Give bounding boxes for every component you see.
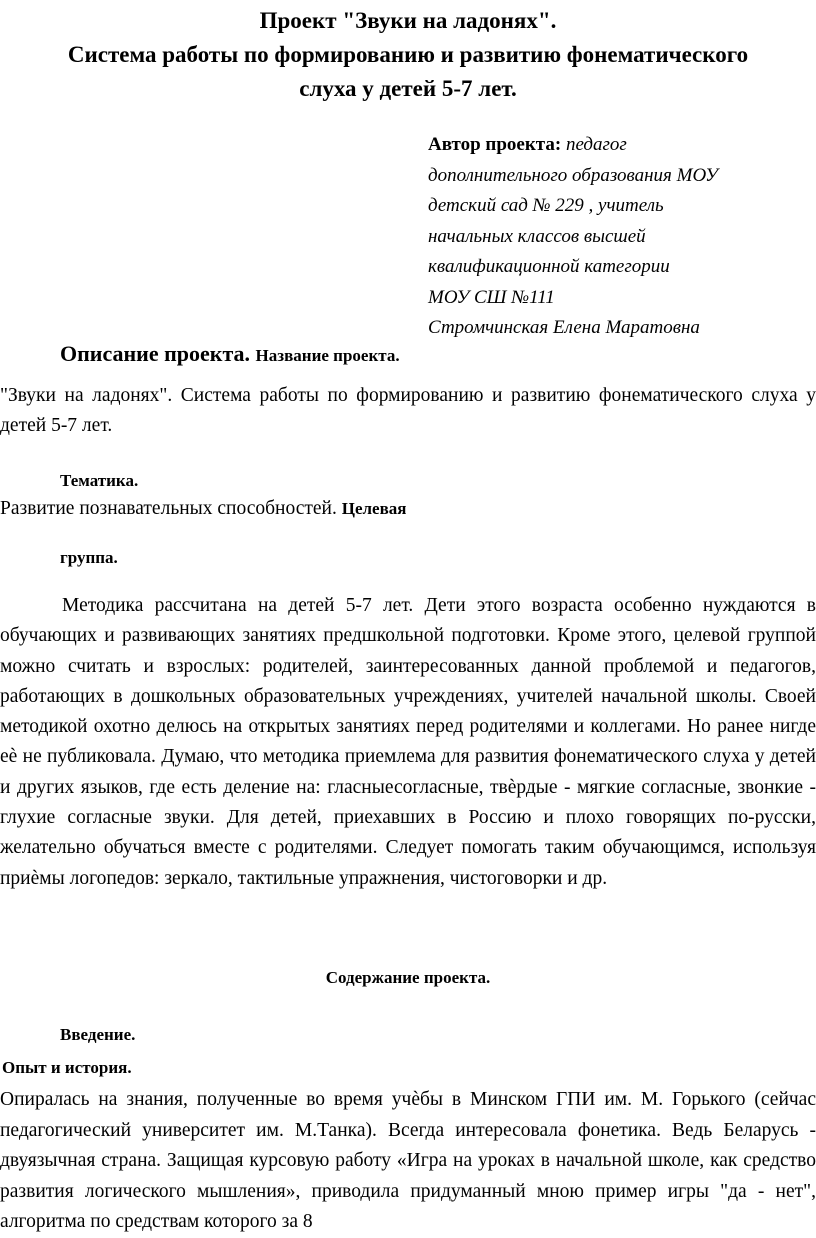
- target-group-text: Методика рассчитана на детей 5-7 лет. Дети этого возраста особенно нуждаются в обучающих и развивающих занятиях предшкольной подготовки. Кроме этого, целевой группой можно считать и взрослых: родителей, заинтересованных данной проблемой и педагогов, работающих в дошкольных образовательных учреждениях, учителей начальной школы. Своей методикой охотно делюсь на открытых занятиях перед родителями и коллегами. Но ранее нигде еѐ не публиковала. Думаю, что методика приемлема для развития фонематического слуха у детей и других языков, где есть деление на: гласныесогласные, твѐрдые - мягкие согласные, звонкие - глухие согласные звуки. Для детей, приехавших в Россию и плохо говорящих по-русски, желательно обучаться вместе с родителями. Следует помогать таким обучающимся, используя приѐмы логопедов: зеркало, тактильные упражнения, чистоговорки и др.: [0, 595, 816, 889]
- theme-text: Развитие познавательных способностей.: [0, 498, 337, 519]
- author-label: Автор проекта:: [428, 134, 562, 155]
- author-line-7: Стромчинская Елена Маратовна: [428, 317, 700, 338]
- author-line-1: педагог: [565, 134, 627, 155]
- author-line-5: квалификационной категории: [428, 256, 670, 277]
- author-line-4: начальных классов высшей: [428, 225, 646, 247]
- theme-label: Тематика.: [60, 471, 139, 490]
- history-label: Опыт и история.: [2, 1058, 132, 1077]
- content-heading: Содержание проекта.: [325, 968, 491, 987]
- author-line-3: детский сад № 229 , учитель: [428, 195, 664, 216]
- document-title-line-2: Система работы по формированию и развитию фонематического: [67, 42, 749, 67]
- project-name-text: "Звуки на ладонях". Система работы по формированию и развитию фонематического слуха у детей 5-7 лет.: [0, 385, 816, 436]
- history-text: Опиралась на знания, полученные во время учѐбы в Минском ГПИ им. М. Горького (сейчас педагогический университет им. М.Танка). Всегда интересовала фонетика. Ведь Беларусь - двуязычная страна. Защищая курсовую работу «Игра на уроках в начальной школе, как средство развития логического мышления», приводила придуманный мною пример игры "да - нет", алгоритма по средствам которого за 8: [0, 1089, 816, 1232]
- description-heading-text: Описание проекта.: [60, 341, 251, 366]
- project-name-label: Название проекта.: [255, 346, 400, 365]
- document-title-line-3: слуха у детей 5-7 лет.: [299, 76, 517, 101]
- author-line-2: дополнительного образования МОУ: [428, 164, 718, 186]
- description-heading: [60, 341, 400, 367]
- author-block: [428, 130, 808, 344]
- target-group-label-part2: группа.: [60, 548, 118, 567]
- intro-label: Введение.: [60, 1025, 136, 1044]
- document-title-line-1: Проект "Звуки на ладонях".: [259, 8, 557, 33]
- author-line-6: МОУ СШ №111: [428, 286, 555, 308]
- target-group-label-part1: Целевая: [341, 499, 407, 518]
- theme-line: [0, 494, 816, 524]
